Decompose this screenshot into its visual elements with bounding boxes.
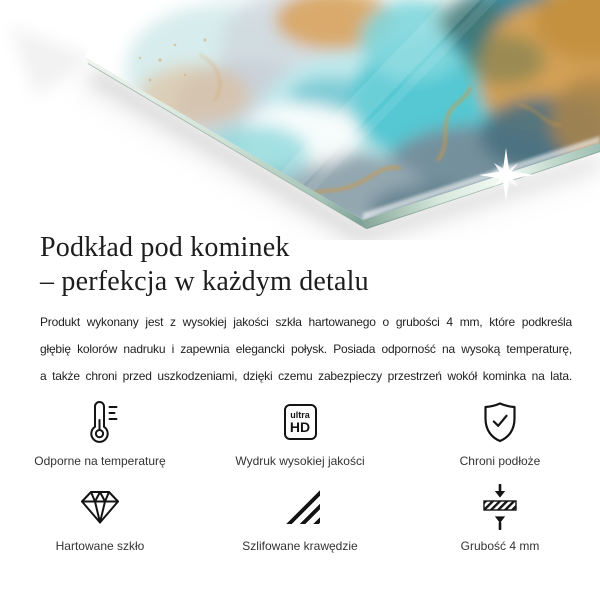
description-line: głębię kolorów nadruku i zapewnia elegancki połysk. Posiada odporność na wysoką temperaturę, <box>40 342 572 356</box>
feature-label: Grubość 4 mm <box>460 539 540 553</box>
thermometer-icon <box>82 398 118 446</box>
features-grid <box>0 398 600 554</box>
product-hero-image <box>0 0 600 240</box>
thickness-icon <box>480 483 520 531</box>
ultra-hd-icon <box>284 398 317 446</box>
shield-check-icon <box>478 398 522 446</box>
ultra-hd-badge-top: ultra <box>290 410 310 420</box>
description-line: Produkt wykonany jest z wysokiej jakości szkła hartowanego o grubości 4 mm, które podkreśla <box>40 315 572 329</box>
description-line: a także chroni przed uszkodzeniami, dzięki czemu zabezpieczy przestrzeń wokół kominka na lata. <box>40 369 572 383</box>
feature-label: Szlifowane krawędzie <box>242 539 358 553</box>
feature-label: Wydruk wysokiej jakości <box>235 454 365 468</box>
page-title-line-1: Podkład pod kominek <box>40 232 290 263</box>
polished-edges-icon <box>280 483 320 531</box>
feature-label: Hartowane szkło <box>55 539 145 553</box>
diamond-icon <box>78 483 122 531</box>
page-title-line-2: – perfekcja w każdym detalu <box>40 266 369 297</box>
feature-label: Chroni podłoże <box>459 454 541 468</box>
product-description <box>40 309 572 390</box>
feature-label: Odporne na temperaturę <box>34 454 166 468</box>
feature-temperature <box>0 398 200 469</box>
feature-tempered-glass <box>0 483 200 554</box>
feature-print-quality <box>200 398 400 469</box>
page-title <box>40 231 369 299</box>
ultra-hd-badge-bottom: HD <box>289 419 311 435</box>
feature-protects-floor <box>400 398 600 469</box>
feature-polished-edges <box>200 483 400 554</box>
feature-thickness <box>400 483 600 554</box>
